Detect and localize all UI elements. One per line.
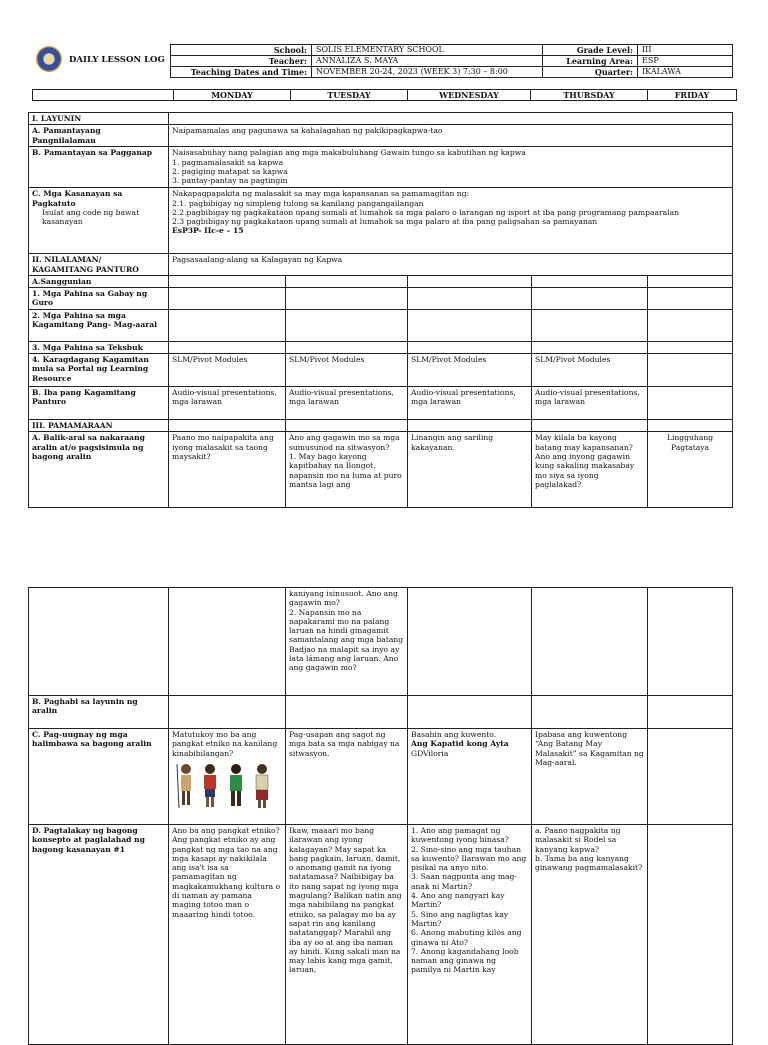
teacher-value: ANNALIZA S. MAYA [312,56,543,67]
ethnic-children-illustration [172,760,280,810]
kasanayan-line: 2.1. pagbibigay ng simpleng tulong sa kanilang pangangailangan [172,198,424,208]
cell-blank [408,309,532,341]
cell-blank [648,729,733,825]
kasanayan-text [169,188,733,254]
label-pamantayan-pagganap: B. Pamantayan sa Pagganap [29,147,169,188]
cell-blank [532,420,648,432]
cell-blank [169,696,286,729]
story-author: GDViloria [411,748,449,758]
day-thursday: THURSDAY [531,90,648,101]
label-karagdagang-kagamitan: 4. Karagdagang Kagamitan mula sa Portal ng Learning Resource [29,354,169,387]
label-kasanayan [29,188,169,254]
balik-monday: Paano mo naipapakita ang iyong malasakit sa taong maysakit? [169,432,286,508]
nilalaman-text: Pagsasaalang-alang sa Kalagayan ng Kapwa [169,254,733,276]
cell-blank [286,288,408,310]
cell-blank [169,309,286,341]
pag-uugnay-tuesday: Pag-usapan ang sagot ng mga bata sa mga nabigay na sitwasyon. [286,729,408,825]
days-header [32,89,737,101]
layunin-blank [169,113,733,125]
cell-blank [648,341,733,353]
area-label: Learning Area: [543,56,638,67]
child-figure-4 [256,764,268,808]
kasanayan-code: EsP3P- IIc-e – 15 [172,226,244,236]
pag-uugnay-monday-text: Matutukoy mo ba ang pangkat etniko na kanilang kinabibilangan? [172,730,278,758]
portal-thursday: SLM/Pivot Modules [532,354,648,387]
school-value: SOLIS ELEMENTARY SCHOOL [312,45,543,56]
pagganap-line: 3. pantay-pantay na pagtingin [172,176,288,186]
section-pamamaraan: III. PAMAMARAAN [29,420,169,432]
dates-value: NOVEMBER 20-24, 2023 (WEEK 3) 7:30 – 8:00 [312,67,543,78]
label-pag-uugnay: C. Pag-uugnay ng mga halimbawa sa bagong aralin [29,729,169,825]
kasanayan-line: 2.3 pagbibigay ng pagkakataon upang sumali at lumahok sa mga palaro at iba pang paligsahan sa pamayanan [172,217,598,227]
cell-blank [169,275,286,287]
quarter-label: Quarter: [543,67,638,78]
document-title: DAILY LESSON LOG [69,55,165,65]
kasanayan-subtitle: Isulat ang code ng bawat kasanayan [42,207,140,227]
portal-monday: SLM/Pivot Modules [169,354,286,387]
label-paghabi: B. Paghabi sa layunin ng aralin [29,696,169,729]
school-label: School: [171,45,312,56]
dates-label: Teaching Dates and Time: [171,67,312,78]
kagamitan-thursday: Audio-visual presentations, mga larawan [532,387,648,420]
cell-blank [532,696,648,729]
label-pamantayang-pangnilalaman: A. Pamantayang Pangnilalaman [29,125,169,147]
lesson-table-page2 [28,587,733,1045]
cell-blank [408,696,532,729]
cell-blank [648,354,733,387]
pagtalakay-wednesday: 1. Ano ang pamagat ng kuwentong iyong binasa? 2. Sino-sino ang mga tauhan sa kuwento? Ilarawan mo ang pisikal na anyo nito. 3. Saan nagpunta ang mag-anak ni Martin? 4. Ano ang nangyari kay Martin? 5. Sino ang nagligtas kay Martin? 6. Anong mabuting kilos ang ginawa ni Ato? 7. Anong kagandahang loob naman ang ginawa ng pamilya ni Martin kay [408,825,532,1045]
area-value: ESP [638,56,733,67]
label-iba-pang-kagamitan: B. Iba pang Kagamitang Panturo [29,387,169,420]
cell-blank [648,309,733,341]
cell-blank [286,275,408,287]
kagamitan-wednesday: Audio-visual presentations, mga larawan [408,387,532,420]
pagtalakay-tuesday: Ikaw, maaari mo bang ilarawan ang iyong kalagayan? May sapat ka bang pagkain, laruan, damit, o anomang gamit na iyong natatamasa? Naibibigay ba ito nang sapat ng iyong mga magulang? Balikan natin ang mga nabibilang na pangkat etniko, sa palagay mo ba ay sapat rin ang kanilang natatanggap? Marahil ang iba ay oo at ang iba naman ay hindi. Kung sakali man na may labis kang mga gamit, laruan, [286,825,408,1045]
cell-blank [648,288,733,310]
balik-tuesday-continued: kaniyang isinusuot. Ano ang gagawin mo? 2. Napansin mo na napakarami mo na palang laruan na hindi ginagamit samantalang ang mga batang Badjao na malapit sa inyo ay lata lámang ang laruan. Ano ang gagawin mo? [286,588,408,696]
label-balik-aral: A. Balik-aral sa nakaraang aralin at/o pagsisimula ng bagong aralin [29,432,169,508]
day-wednesday: WEDNESDAY [408,90,531,101]
pamantayang-pangnilalaman-text: Naipamamalas ang pagunawa sa kahalagahan ng pakikipagkapwa-tao [169,125,733,147]
grade-value: III [638,45,733,56]
cell-blank [648,588,733,696]
day-tuesday: TUESDAY [291,90,408,101]
cell-blank [286,341,408,353]
label-teksbuk: 3. Mga Pahina sa Teksbuk [29,341,169,353]
pag-uugnay-thursday: Ipabasa ang kuwentong “Ang Batang May Malasakit” sa Kagamitan ng Mag-aaral. [532,729,648,825]
pag-uugnay-monday [169,729,286,825]
cell-blank [286,420,408,432]
cell-blank [648,275,733,287]
cell-blank [532,288,648,310]
lesson-table-page1 [28,112,733,508]
child-figure-1 [177,764,191,808]
header-table [170,44,733,78]
cell-blank [532,309,648,341]
child-figure-3 [230,764,242,806]
balik-friday: Lingguhang Pagtataya [648,432,733,508]
cell-blank [286,696,408,729]
balik-tuesday: Ano ang gagawin mo sa mga sumusunod na sitwasyon? 1. May bago kayong kapitbahay na Ilongot, napansin mo na luma at puro mantsa lagi ang [286,432,408,508]
teacher-label: Teacher: [171,56,312,67]
cell-blank [408,275,532,287]
cell-blank [169,420,286,432]
balik-thursday: May kilala ba kayong batang may kapansanan? Ano ang inyong gagawin kung sakaling makasabay mo siya sa iyong paglalakad? [532,432,648,508]
cell-blank [408,588,532,696]
pagtalakay-monday: Ano ba ang pangkat etniko? Ang pangkat etniko ay ang pangkat ng mga tao na ang mga kasapi ay nakikilala ang isa't isa sa pamamagitan ng magkakamukhang kultura o di naman ay pamana maging totoo man o maaaring hindi totoo. [169,825,286,1045]
cell-blank [29,588,169,696]
pag-uugnay-wednesday-line1: Basahin ang kuwento. [411,730,497,739]
label-gabay-guro: 1. Mga Pahina sa Gabay ng Guro [29,288,169,310]
cell-blank [532,341,648,353]
cell-blank [408,341,532,353]
kagamitan-monday: Audio-visual presentations, mga larawan [169,387,286,420]
label-nilalaman: II. NILALAMAN/ KAGAMITANG PANTURO [29,254,169,276]
pag-uugnay-wednesday [408,729,532,825]
portal-wednesday: SLM/Pivot Modules [408,354,532,387]
kasanayan-line: Nakapagpapakita ng malasakit sa may mga kapansanan sa pamamagitan ng: [172,189,470,199]
label-sanggunian: A.Sanggunian [29,275,169,287]
cell-blank [648,825,733,1045]
days-blank [33,90,174,101]
story-title: Ang Kapatid kong Ayta [411,739,509,749]
kagamitan-tuesday: Audio-visual presentations, mga larawan [286,387,408,420]
cell-blank [648,387,733,420]
pagtalakay-thursday: a. Paano nagpakita ng malasakit si Rodel sa kanyang kapwa? b. Tama ba ang kanyang ginawang pagmamalasakit? [532,825,648,1045]
label-kagamitang-mag-aaral: 2. Mga Pahina sa mga Kagamitang Pang- Mag-aaral [29,309,169,341]
cell-blank [169,341,286,353]
pamantayan-pagganap-text [169,147,733,188]
cell-blank [648,420,733,432]
cell-blank [169,588,286,696]
section-layunin: I. LAYUNIN [29,113,169,125]
day-monday: MONDAY [174,90,291,101]
pagganap-line: Naisasabuhay nang palagian ang mga makabuluhang Gawain tungo sa kabutihan ng kapwa [172,148,526,158]
cell-blank [532,588,648,696]
quarter-value: IKALAWA [638,67,733,78]
cell-blank [648,696,733,729]
kasanayan-title: C. Mga Kasanayan sa Pagkatuto [32,189,123,208]
pagganap-line: 1. pagmamalasakit sa kapwa [172,157,284,167]
child-figure-2 [204,764,216,807]
portal-tuesday: SLM/Pivot Modules [286,354,408,387]
cell-blank [408,288,532,310]
cell-blank [169,288,286,310]
kasanayan-line: 2.2.pagbibigay ng pagkakataon upang sumali at lumahok sa mga palaro o larangan ng isport at iba pang programang pampaaralan [172,207,680,217]
pagganap-line: 2. pagiging matapat sa kapwa [172,166,288,176]
label-pagtalakay: D. Pagtalakay ng bagong konsepto at paglalahad ng bagong kasanayan #1 [29,825,169,1045]
cell-blank [286,309,408,341]
balik-wednesday: Linangin ang sariling kakayanan. [408,432,532,508]
grade-label: Grade Level: [543,45,638,56]
deped-seal [36,46,62,72]
cell-blank [532,275,648,287]
day-friday: FRIDAY [648,90,737,101]
cell-blank [408,420,532,432]
